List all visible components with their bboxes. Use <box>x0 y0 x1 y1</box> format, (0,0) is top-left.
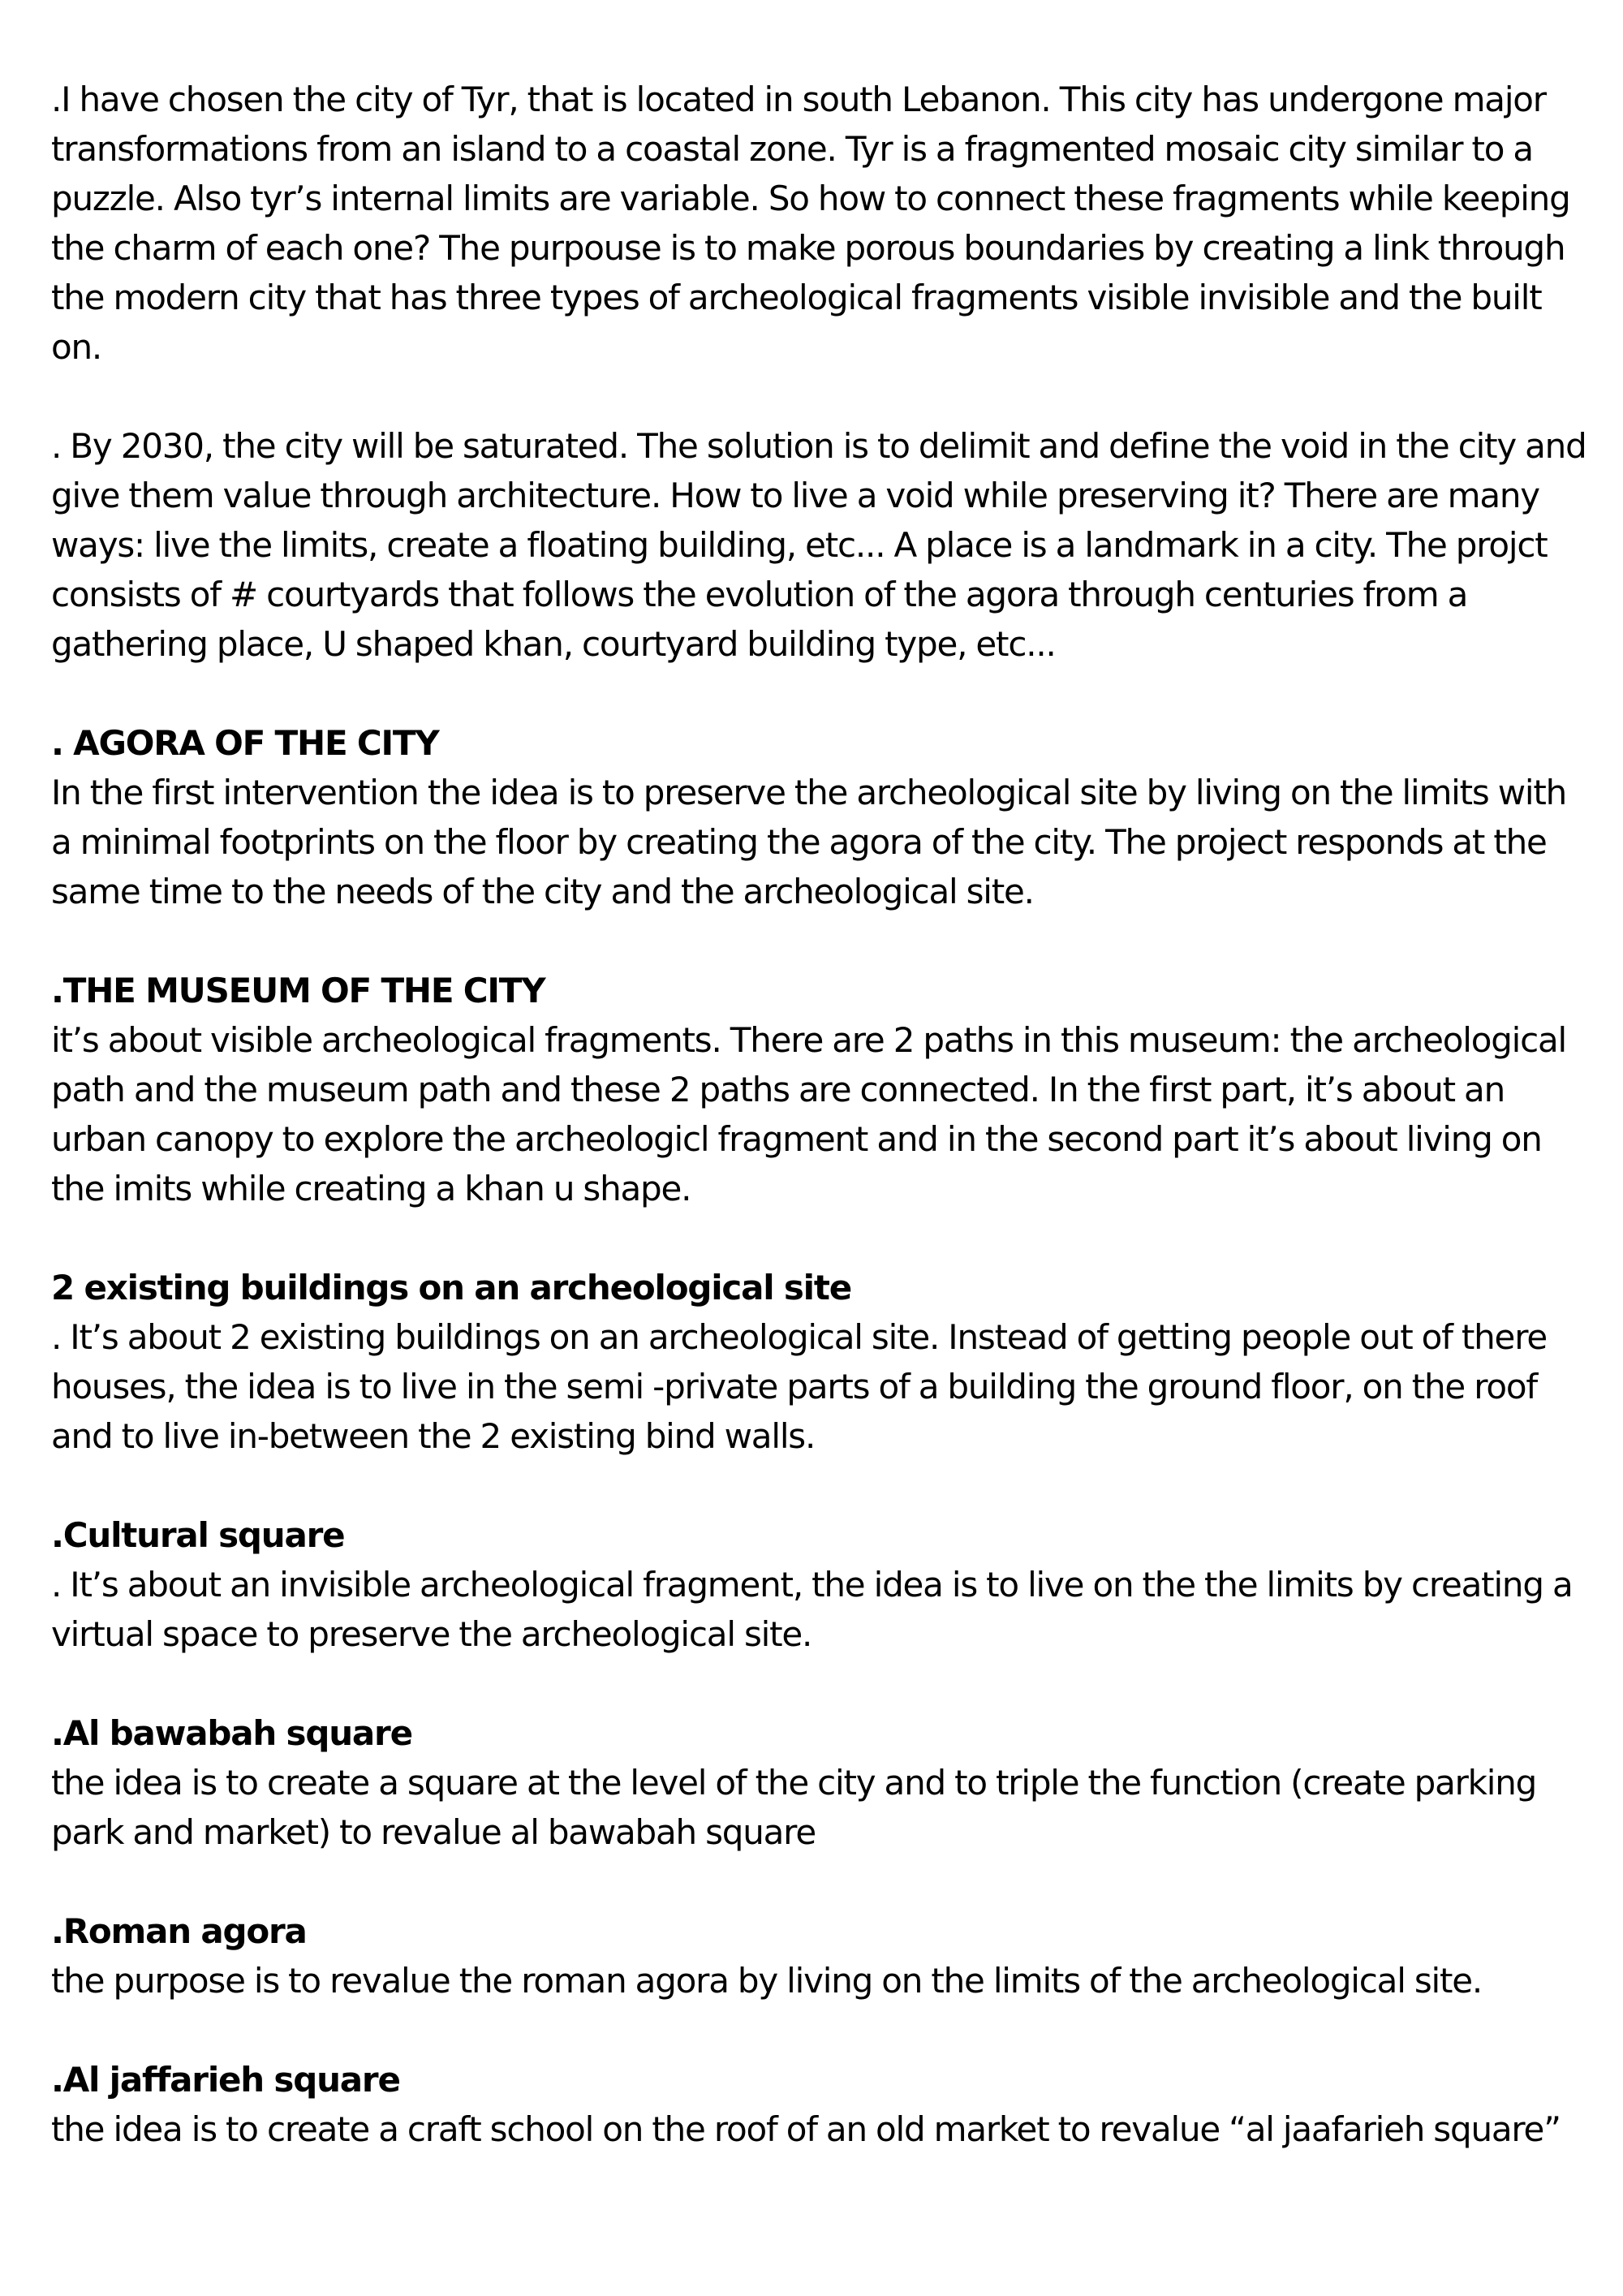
section-al-jaffarieh-square <box>51 2055 1591 2154</box>
section-body: . It’s about 2 existing buildings on an archeological site. Instead of getting people out of there houses, the idea is to live in the semi -private parts of a building the ground floor, on the roof and to live in-between the 2 existing bind walls. <box>51 1317 1547 1456</box>
section-heading: . AGORA OF THE CITY <box>51 723 439 763</box>
intro-paragraph-1: .I have chosen the city of Tyr, that is located in south Lebanon. This city has undergone major transformations from an island to a coastal zone. Tyr is a fragmented mosaic city similar to a puzzle. Also tyr’s internal limits are variable. So how to connect these fragments while keeping the charm of each one? The purpouse is to make porous boundaries by creating a link through the modern city that has three types of archeological fragments visible invisible and the built on. <box>51 80 1570 367</box>
section-body: the idea is to create a square at the level of the city and to triple the function (create parking park and market) to revalue al bawabah square <box>51 1763 1537 1852</box>
section-body: In the first intervention the idea is to preserve the archeological site by living on the limits with a minimal footprints on the floor by creating the agora of the city. The project responds at the same time to the needs of the city and the archeological site. <box>51 773 1567 911</box>
section-roman-agora <box>51 1906 1591 2005</box>
section-museum-of-the-city <box>51 966 1591 1213</box>
section-heading: .Roman agora <box>51 1911 307 1951</box>
section-heading: .Cultural square <box>51 1515 345 1555</box>
section-existing-buildings <box>51 1263 1591 1461</box>
section-heading: .Al bawabah square <box>51 1713 412 1753</box>
section-body: the idea is to create a craft school on the roof of an old market to revalue “al jaafarieh square” <box>51 2109 1561 2149</box>
section-heading: .Al jaffarieh square <box>51 2060 400 2100</box>
section-heading: .THE MUSEUM OF THE CITY <box>51 971 545 1010</box>
section-body: it’s about visible archeological fragments. There are 2 paths in this museum: the archeological path and the museum path and these 2 paths are connected. In the first part, it’s about an urban canopy to explore the archeologicl fragment and in the second part it’s about living on the imits while creating a khan u shape. <box>51 1020 1567 1208</box>
section-heading: 2 existing buildings on an archeological site <box>51 1268 852 1307</box>
section-agora-of-the-city <box>51 718 1591 916</box>
section-body: . It’s about an invisible archeological fragment, the idea is to live on the the limits by creating a virtual space to preserve the archeological site. <box>51 1565 1573 1654</box>
section-al-bawabah-square <box>51 1708 1591 1857</box>
section-body: the purpose is to revalue the roman agora by living on the limits of the archeological site. <box>51 1961 1483 2001</box>
section-cultural-square <box>51 1510 1591 1659</box>
intro <box>51 75 1591 669</box>
intro-paragraph-2: . By 2030, the city will be saturated. The solution is to delimit and define the void in the city and give them value through architecture. How to live a void while preserving it? There are many ways: live the limits, create a floating building, etc... A place is a landmark in a city. The projct consists of # courtyards that follows the evolution of the agora through centuries from a gathering place, U shaped khan, courtyard building type, etc... <box>51 426 1586 664</box>
